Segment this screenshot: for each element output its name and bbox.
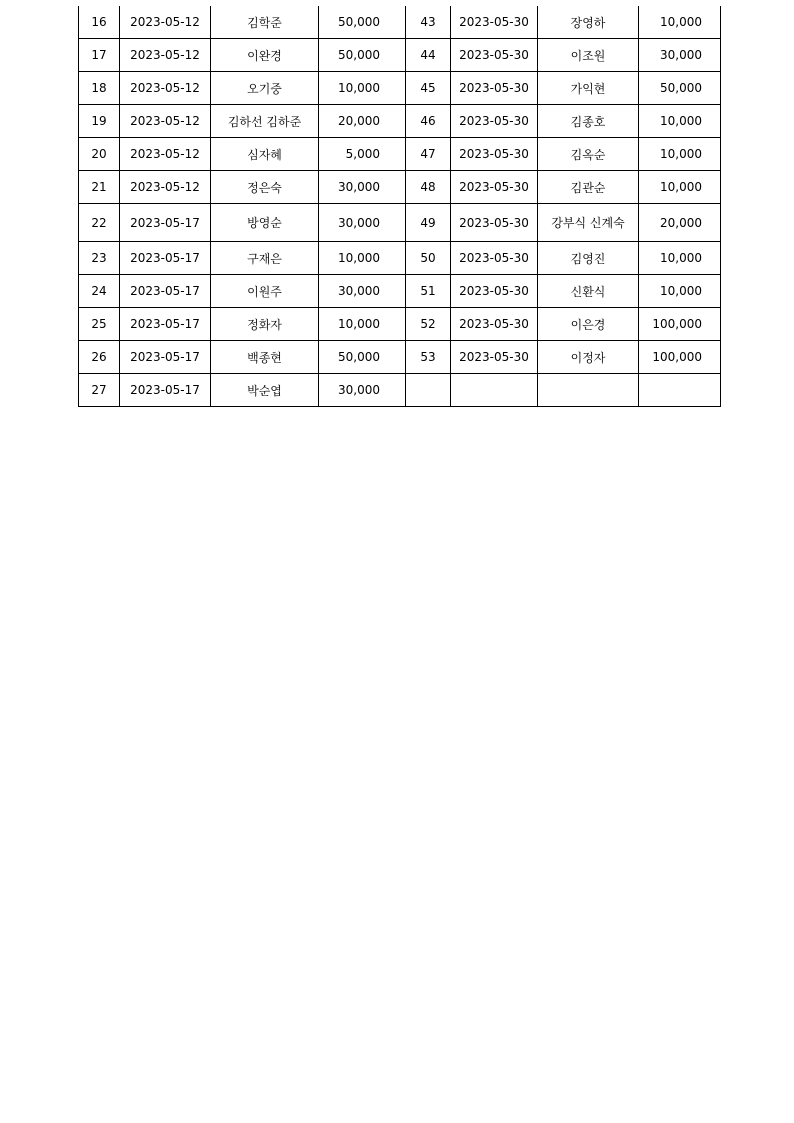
right-date-cell: 2023-05-30	[451, 204, 538, 242]
right-donor-name: 이조원	[538, 39, 639, 72]
table-row	[79, 72, 721, 105]
right-row-number: 51	[406, 275, 451, 308]
right-amount-cell: 10,000	[639, 242, 721, 275]
right-donor-name: 김옥순	[538, 138, 639, 171]
right-row-number: 50	[406, 242, 451, 275]
right-amount-cell: 10,000	[639, 6, 721, 39]
right-amount-cell: 10,000	[639, 138, 721, 171]
left-row-number: 25	[79, 308, 120, 341]
left-row-number: 23	[79, 242, 120, 275]
left-date-cell: 2023-05-12	[120, 39, 211, 72]
left-donor-name: 구재은	[211, 242, 319, 275]
left-donor-name: 백종현	[211, 341, 319, 374]
right-date-cell: 2023-05-30	[451, 308, 538, 341]
right-date-cell: 2023-05-30	[451, 138, 538, 171]
left-date-cell: 2023-05-17	[120, 374, 211, 407]
left-row-number: 22	[79, 204, 120, 242]
left-donor-name: 이완경	[211, 39, 319, 72]
left-row-number: 26	[79, 341, 120, 374]
right-row-number: 47	[406, 138, 451, 171]
left-donor-name: 오기중	[211, 72, 319, 105]
left-date-cell: 2023-05-17	[120, 275, 211, 308]
table-row	[79, 6, 721, 39]
table-row	[79, 105, 721, 138]
right-donor-name	[538, 374, 639, 407]
left-amount-cell: 10,000	[319, 242, 406, 275]
table-row	[79, 308, 721, 341]
right-amount-cell: 100,000	[639, 341, 721, 374]
right-row-number: 52	[406, 308, 451, 341]
left-date-cell: 2023-05-12	[120, 105, 211, 138]
right-row-number: 53	[406, 341, 451, 374]
left-amount-cell: 50,000	[319, 341, 406, 374]
right-amount-cell: 10,000	[639, 105, 721, 138]
right-amount-cell: 100,000	[639, 308, 721, 341]
left-amount-cell: 30,000	[319, 204, 406, 242]
table-row	[79, 204, 721, 242]
left-donor-name: 김하선 김하준	[211, 105, 319, 138]
right-donor-name: 김관순	[538, 171, 639, 204]
left-date-cell: 2023-05-12	[120, 6, 211, 39]
table-row	[79, 138, 721, 171]
right-amount-cell	[639, 374, 721, 407]
right-amount-cell: 50,000	[639, 72, 721, 105]
left-donor-name: 이원주	[211, 275, 319, 308]
left-amount-cell: 30,000	[319, 275, 406, 308]
table-row	[79, 275, 721, 308]
right-row-number	[406, 374, 451, 407]
left-row-number: 20	[79, 138, 120, 171]
right-date-cell: 2023-05-30	[451, 105, 538, 138]
left-amount-cell: 30,000	[319, 374, 406, 407]
right-amount-cell: 20,000	[639, 204, 721, 242]
right-donor-name: 김영진	[538, 242, 639, 275]
table-row	[79, 171, 721, 204]
right-donor-name: 가익현	[538, 72, 639, 105]
left-donor-name: 방영순	[211, 204, 319, 242]
right-row-number: 46	[406, 105, 451, 138]
left-donor-name: 박순엽	[211, 374, 319, 407]
right-row-number: 49	[406, 204, 451, 242]
left-date-cell: 2023-05-17	[120, 341, 211, 374]
left-amount-cell: 10,000	[319, 308, 406, 341]
right-row-number: 48	[406, 171, 451, 204]
left-date-cell: 2023-05-17	[120, 308, 211, 341]
right-date-cell: 2023-05-30	[451, 72, 538, 105]
left-row-number: 19	[79, 105, 120, 138]
left-row-number: 16	[79, 6, 120, 39]
right-date-cell: 2023-05-30	[451, 275, 538, 308]
right-donor-name: 신환식	[538, 275, 639, 308]
left-amount-cell: 10,000	[319, 72, 406, 105]
right-row-number: 44	[406, 39, 451, 72]
left-amount-cell: 30,000	[319, 171, 406, 204]
right-date-cell: 2023-05-30	[451, 39, 538, 72]
left-row-number: 17	[79, 39, 120, 72]
right-amount-cell: 10,000	[639, 275, 721, 308]
table-row	[79, 39, 721, 72]
left-donor-name: 정은숙	[211, 171, 319, 204]
left-date-cell: 2023-05-12	[120, 138, 211, 171]
left-donor-name: 심자혜	[211, 138, 319, 171]
right-date-cell: 2023-05-30	[451, 341, 538, 374]
left-donor-name: 김학준	[211, 6, 319, 39]
right-donor-name: 이정자	[538, 341, 639, 374]
right-donor-name: 강부식 신계숙	[538, 204, 639, 242]
right-date-cell	[451, 374, 538, 407]
right-date-cell: 2023-05-30	[451, 171, 538, 204]
right-amount-cell: 10,000	[639, 171, 721, 204]
right-donor-name: 이은경	[538, 308, 639, 341]
left-amount-cell: 5,000	[319, 138, 406, 171]
right-date-cell: 2023-05-30	[451, 6, 538, 39]
right-date-cell: 2023-05-30	[451, 242, 538, 275]
left-amount-cell: 20,000	[319, 105, 406, 138]
left-donor-name: 정화자	[211, 308, 319, 341]
left-date-cell: 2023-05-12	[120, 171, 211, 204]
left-row-number: 24	[79, 275, 120, 308]
left-row-number: 18	[79, 72, 120, 105]
left-date-cell: 2023-05-12	[120, 72, 211, 105]
left-date-cell: 2023-05-17	[120, 242, 211, 275]
left-row-number: 21	[79, 171, 120, 204]
left-date-cell: 2023-05-17	[120, 204, 211, 242]
right-row-number: 45	[406, 72, 451, 105]
table-body	[79, 6, 721, 407]
left-amount-cell: 50,000	[319, 39, 406, 72]
right-row-number: 43	[406, 6, 451, 39]
right-amount-cell: 30,000	[639, 39, 721, 72]
table-row	[79, 374, 721, 407]
right-donor-name: 김종호	[538, 105, 639, 138]
left-row-number: 27	[79, 374, 120, 407]
right-donor-name: 장영하	[538, 6, 639, 39]
left-amount-cell: 50,000	[319, 6, 406, 39]
donation-table	[78, 6, 721, 407]
table-row	[79, 341, 721, 374]
table-row	[79, 242, 721, 275]
